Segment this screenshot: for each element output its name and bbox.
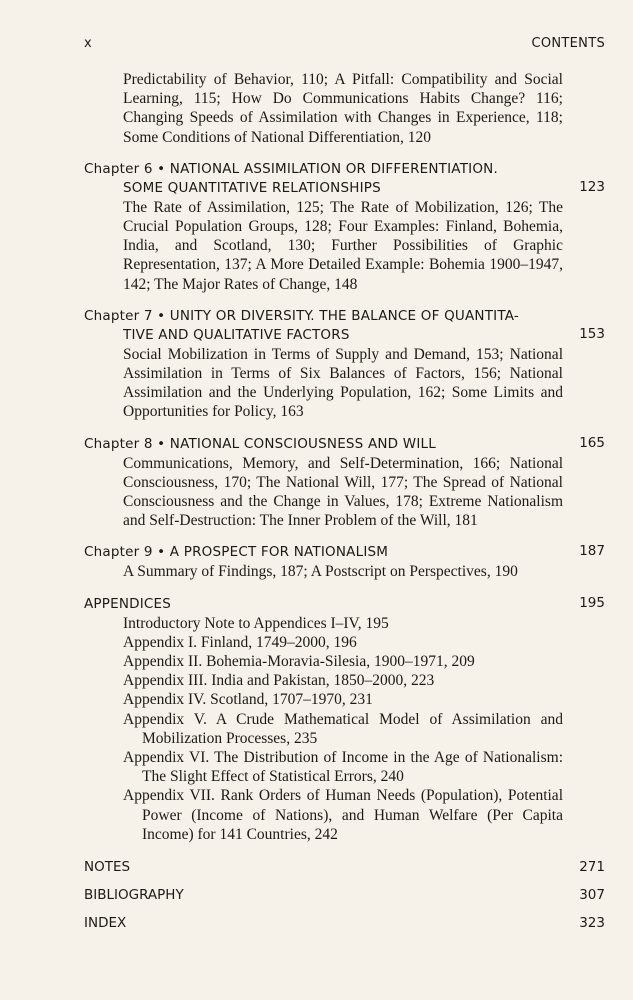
back-matter-index bbox=[84, 914, 605, 942]
appendices-section bbox=[84, 595, 605, 844]
back-matter-page: 271 bbox=[579, 859, 605, 876]
chapter-heading bbox=[84, 160, 605, 198]
appendix-item: Appendix V. A Crude Mathematical Model of Assimilation and Mobilization Processes, 235 bbox=[123, 710, 563, 747]
back-matter-page: 323 bbox=[579, 915, 605, 932]
chapter-entries: Social Mobilization in Terms of Supply and Demand, 153; National Assimilation in Terms of Six Balances of Factors, 156; National Assimilation and the Underlying Population, 162; Some Limits and Opportunities for Policy, 163 bbox=[123, 345, 563, 421]
chapter-7 bbox=[84, 307, 605, 422]
back-matter-label: NOTES bbox=[84, 859, 131, 876]
chapter-entries: Communications, Memory, and Self-Determination, 166; National Consciousness, 170; The National Will, 177; The Spread of National Consciousness and the Change in Values, 178; Extreme Nationalism and Self-Destruction: The Inner Problem of the Will, 181 bbox=[123, 454, 563, 530]
chapter-9 bbox=[84, 543, 605, 581]
chapter-page-number: 187 bbox=[579, 543, 605, 560]
chapter-page-number: 153 bbox=[579, 325, 605, 342]
back-matter-notes bbox=[84, 858, 605, 886]
chapter-page-number: 165 bbox=[579, 434, 605, 451]
carryover-entries: Predictability of Behavior, 110; A Pitfall: Compatibility and Social Learning, 115; How Do Communications Habits Change? 116; Changing Speeds of Assimilation with Changes in Experience, 118; Some Conditions of National Differentiation, 120 bbox=[123, 71, 563, 146]
back-matter-bibliography bbox=[84, 886, 605, 914]
chapter-heading-line1: Chapter 9 • A PROSPECT FOR NATIONALISM bbox=[84, 544, 389, 561]
back-matter-page: 307 bbox=[579, 887, 605, 904]
appendix-list bbox=[84, 614, 605, 844]
back-matter-label: BIBLIOGRAPHY bbox=[84, 887, 184, 904]
appendix-item: Appendix VI. The Distribution of Income in the Age of Nationalism: The Slight Effect of Statistical Errors, 240 bbox=[123, 749, 563, 786]
chapter-heading bbox=[84, 543, 605, 562]
chapter-heading-line1: Chapter 7 • UNITY OR DIVERSITY. THE BALANCE OF QUANTITA- bbox=[84, 307, 519, 324]
appendices-heading: APPENDICES bbox=[84, 595, 172, 612]
appendix-item: Introductory Note to Appendices I–IV, 195 bbox=[123, 614, 389, 632]
chapter-page-number: 123 bbox=[579, 178, 605, 195]
appendix-item: Appendix III. India and Pakistan, 1850–2000, 223 bbox=[123, 672, 435, 690]
chapter-heading-line1: Chapter 6 • NATIONAL ASSIMILATION OR DIFFERENTIATION. bbox=[84, 160, 498, 177]
running-head: CONTENTS bbox=[531, 36, 605, 51]
chapter-heading-line2: SOME QUANTITATIVE RELATIONSHIPS bbox=[123, 179, 381, 196]
table-of-contents bbox=[84, 70, 605, 942]
appendix-item: Appendix VII. Rank Orders of Human Needs (Population), Potential Power (Income of Nations), and Human Welfare (Per Capita Income) for 141 Countries, 242 bbox=[123, 787, 563, 843]
chapter-6 bbox=[84, 160, 605, 294]
page-folio: x bbox=[84, 36, 92, 51]
appendix-item: Appendix I. Finland, 1749–2000, 196 bbox=[123, 633, 357, 651]
chapter-heading bbox=[84, 307, 605, 345]
chapter-8 bbox=[84, 435, 605, 531]
chapter-heading-line2: TIVE AND QUALITATIVE FACTORS bbox=[123, 326, 350, 343]
back-matter-label: INDEX bbox=[84, 915, 127, 932]
chapter-entries: The Rate of Assimilation, 125; The Rate of Mobilization, 126; The Crucial Population Groups, 128; Four Examples: Finland, Bohemia, India, and Scotland, 130; Further Possibilities of Graphic Representation, 137; A More Detailed Example: Bohemia 1900–1947, 142; The Major Rates of Change, 148 bbox=[123, 198, 563, 293]
appendix-item: Appendix II. Bohemia-Moravia-Silesia, 1900–1971, 209 bbox=[123, 653, 475, 671]
chapter-heading bbox=[84, 435, 605, 454]
chapter-entries: A Summary of Findings, 187; A Postscript on Perspectives, 190 bbox=[123, 563, 518, 581]
appendices-page-number: 195 bbox=[579, 594, 605, 611]
appendix-item: Appendix IV. Scotland, 1707–1970, 231 bbox=[123, 691, 373, 709]
chapter-heading-line1: Chapter 8 • NATIONAL CONSCIOUSNESS AND WILL bbox=[84, 435, 436, 452]
